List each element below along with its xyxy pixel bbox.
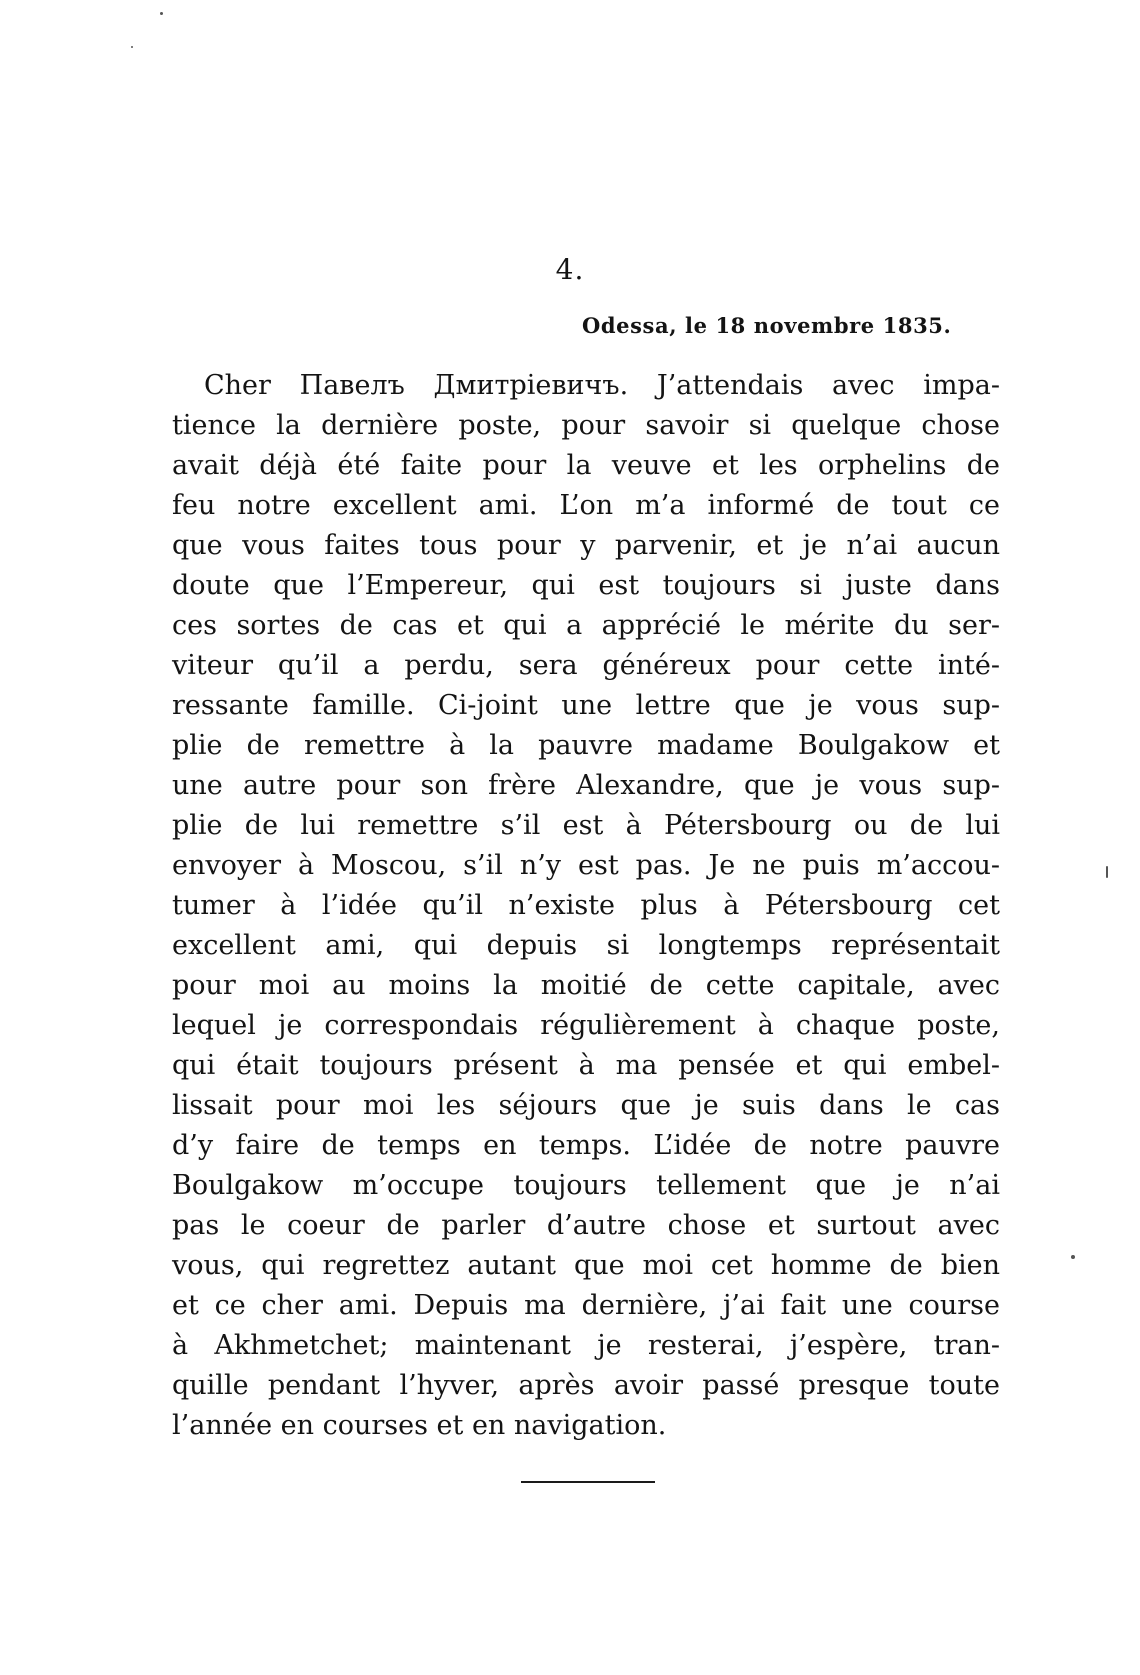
- scan-speck: [1106, 866, 1108, 878]
- text-line: avait déjà été faite pour la veuve et les orphelins de: [172, 450, 1000, 481]
- scan-speck: [160, 12, 163, 15]
- text-line: que vous faites tous pour y parvenir, et je n’ai aucun: [172, 530, 1000, 561]
- text-line: viteur qu’il a perdu, sera généreux pour cette inté-: [172, 650, 1000, 681]
- text-line: à Akhmetchet; maintenant je resterai, j’espère, tran-: [172, 1330, 1000, 1361]
- text-line: vous, qui regrettez autant que moi cet homme de bien: [172, 1250, 1000, 1281]
- scan-speck: [131, 46, 133, 48]
- text-line: envoyer à Moscou, s’il n’y est pas. Je ne puis m’accou-: [172, 850, 1000, 881]
- text-line: lissait pour moi les séjours que je suis dans le cas: [172, 1090, 1000, 1121]
- text-line: plie de remettre à la pauvre madame Boulgakow et: [172, 730, 1000, 761]
- text-line: l’année en courses et en navigation.: [172, 1410, 667, 1441]
- closing-rule: [521, 1481, 655, 1483]
- letter-number: 4.: [555, 253, 585, 286]
- text-line: pas le coeur de parler d’autre chose et surtout avec: [172, 1210, 1000, 1241]
- text-line: d’y faire de temps en temps. L’idée de notre pauvre: [172, 1130, 1000, 1161]
- dateline: Odessa, le 18 novembre 1835.: [582, 313, 952, 338]
- text-line: tience la dernière poste, pour savoir si quelque chose: [172, 410, 1000, 441]
- letter-body: [172, 366, 1000, 1446]
- text-line: plie de lui remettre s’il est à Pétersbourg ou de lui: [172, 810, 1000, 841]
- text-line: quille pendant l’hyver, après avoir passé presque toute: [172, 1370, 1000, 1401]
- text-line: tumer à l’idée qu’il n’existe plus à Pétersbourg cet: [172, 890, 1000, 921]
- text-line: Boulgakow m’occupe toujours tellement que je n’ai: [172, 1170, 1000, 1201]
- text-line: ces sortes de cas et qui a apprécié le mérite du ser-: [172, 610, 1000, 641]
- text-line: doute que l’Empereur, qui est toujours si juste dans: [172, 570, 1000, 601]
- text-line: pour moi au moins la moitié de cette capitale, avec: [172, 970, 1000, 1001]
- text-line: et ce cher ami. Depuis ma dernière, j’ai fait une course: [172, 1290, 1000, 1321]
- text-line: excellent ami, qui depuis si longtemps représentait: [172, 930, 1000, 961]
- text-line: une autre pour son frère Alexandre, que je vous sup-: [172, 770, 1000, 801]
- text-line: Cher Павелъ Дмитріевичъ. J’attendais avec impa-: [204, 370, 1000, 401]
- text-line: feu notre excellent ami. L’on m’a informé de tout ce: [172, 490, 1000, 521]
- text-line: qui était toujours présent à ma pensée et qui embel-: [172, 1050, 1000, 1081]
- text-line: ressante famille. Ci-joint une lettre que je vous sup-: [172, 690, 1000, 721]
- text-line: lequel je correspondais régulièrement à chaque poste,: [172, 1010, 1000, 1041]
- scan-speck: [1071, 1255, 1075, 1259]
